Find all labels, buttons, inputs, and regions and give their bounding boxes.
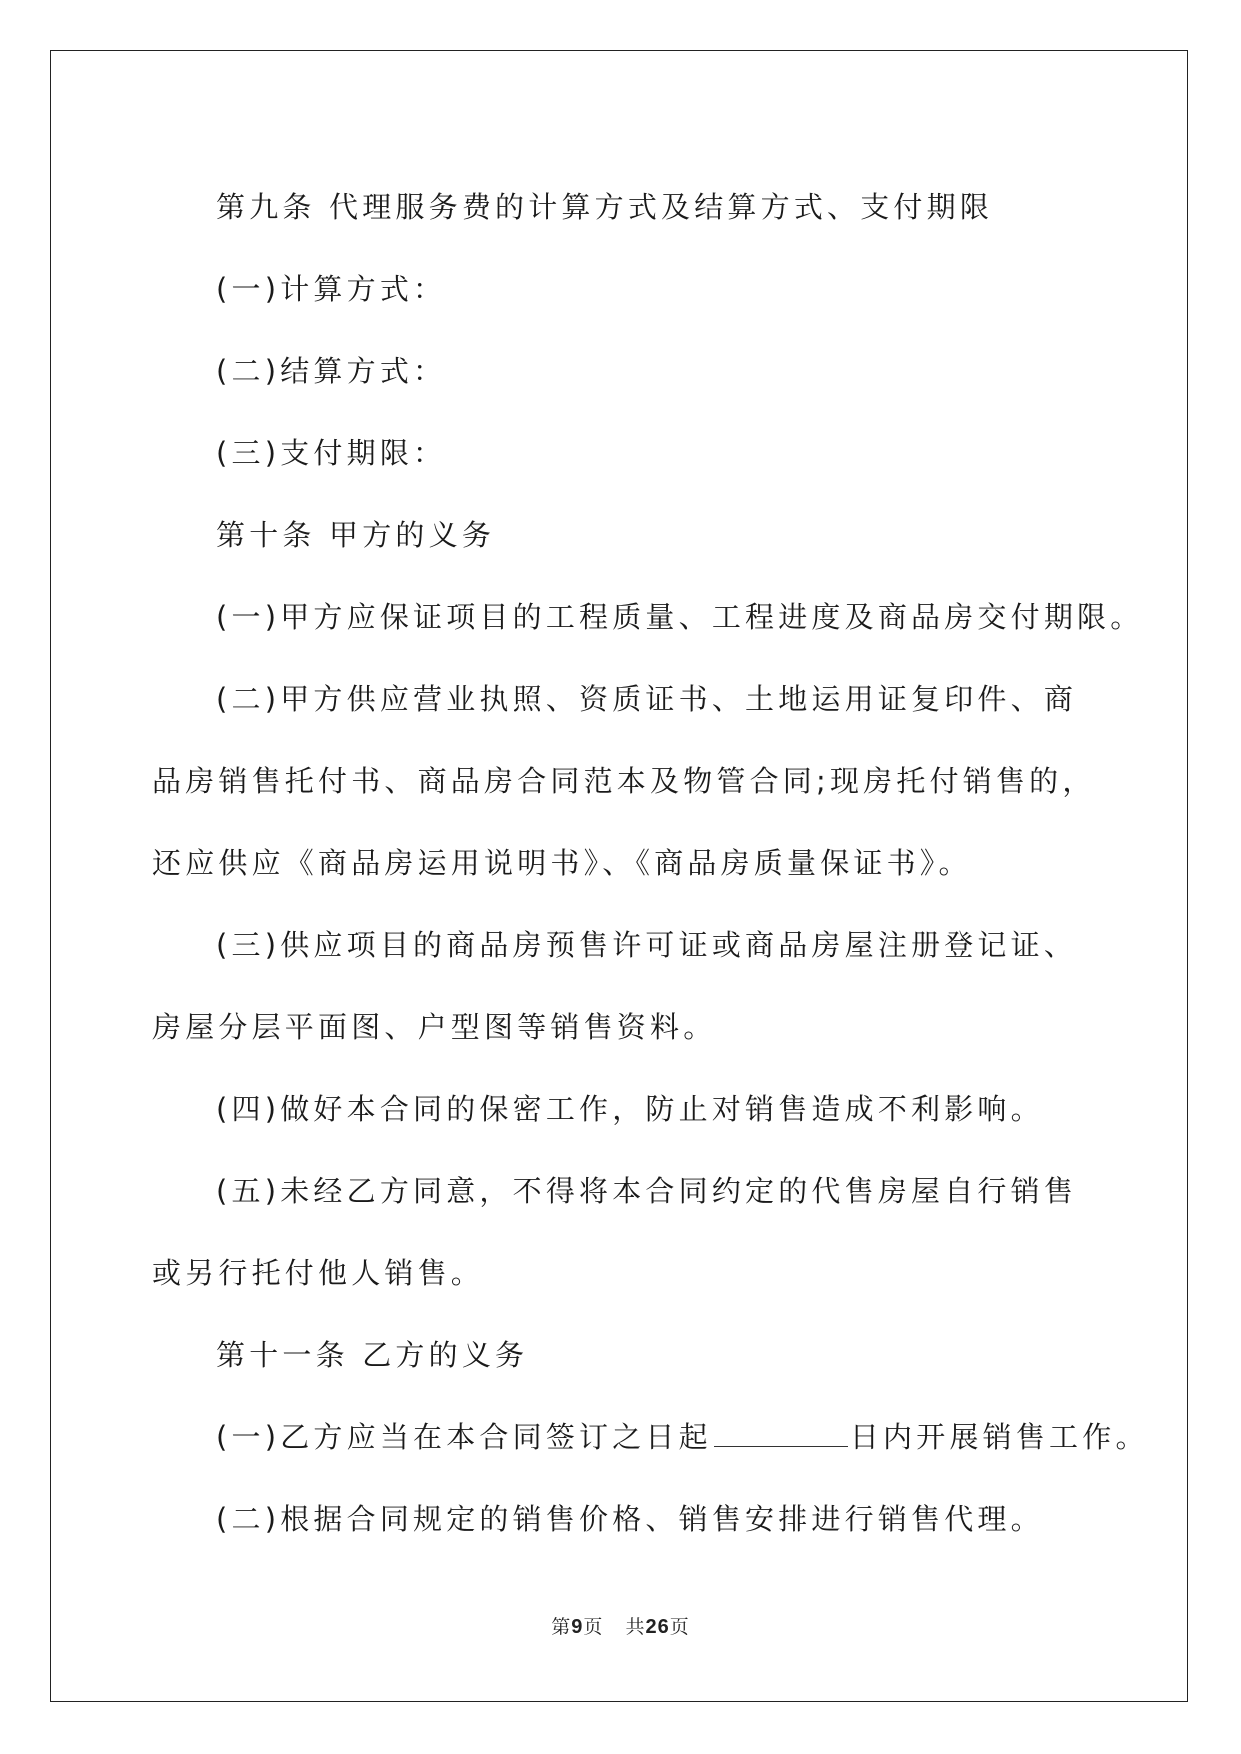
article-11-heading: 第十一条 乙方的义务 — [216, 1338, 529, 1372]
page-prefix: 第 — [551, 1616, 572, 1638]
article-10-heading: 第十条 甲方的义务 — [216, 518, 496, 552]
article-11-item-2: (二)根据合同规定的销售价格、销售安排进行销售代理。 — [216, 1502, 1044, 1536]
article-10-item-1: (一)甲方应保证项目的工程质量、工程进度及商品房交付期限。 — [216, 600, 1144, 634]
article-10-item-2: (二)甲方供应营业执照、资质证书、土地运用证复印件、商品房销售托付书、商品房合同范本及物管合同;现房托付销售的，还应供应《商品房运用说明书》、《商品房质量保证书》。 — [152, 682, 1096, 880]
article-9-settlement-method: (二)结算方式： — [216, 354, 447, 388]
total-pages: 26 — [645, 1616, 670, 1638]
total-suffix: 页 — [669, 1616, 690, 1638]
page-footer — [0, 1612, 1241, 1639]
total-prefix: 共 — [625, 1616, 646, 1638]
article-10-item-5: (五)未经乙方同意，不得将本合同约定的代售房屋自行销售或另行托付他人销售。 — [152, 1174, 1078, 1290]
fill-in-blank-days — [714, 1420, 848, 1447]
page-number: 9 — [571, 1616, 584, 1638]
article-11-item-1-after: 日内开展销售工作。 — [849, 1420, 1149, 1454]
article-11-item-1-before: (一)乙方应当在本合同签订之日起 — [216, 1420, 712, 1454]
document-body — [152, 166, 1149, 1560]
article-9-calculation-method: (一)计算方式： — [216, 272, 447, 306]
article-11-item-1 — [152, 1396, 1149, 1478]
page-suffix: 页 — [583, 1616, 604, 1638]
article-9-heading: 第九条 代理服务费的计算方式及结算方式、支付期限 — [216, 190, 994, 224]
article-9-payment-term: (三)支付期限： — [216, 436, 447, 470]
article-10-item-3: (三)供应项目的商品房预售许可证或商品房屋注册登记证、房屋分层平面图、户型图等销售资料。 — [152, 928, 1078, 1044]
article-10-item-4: (四)做好本合同的保密工作，防止对销售造成不利影响。 — [216, 1092, 1044, 1126]
